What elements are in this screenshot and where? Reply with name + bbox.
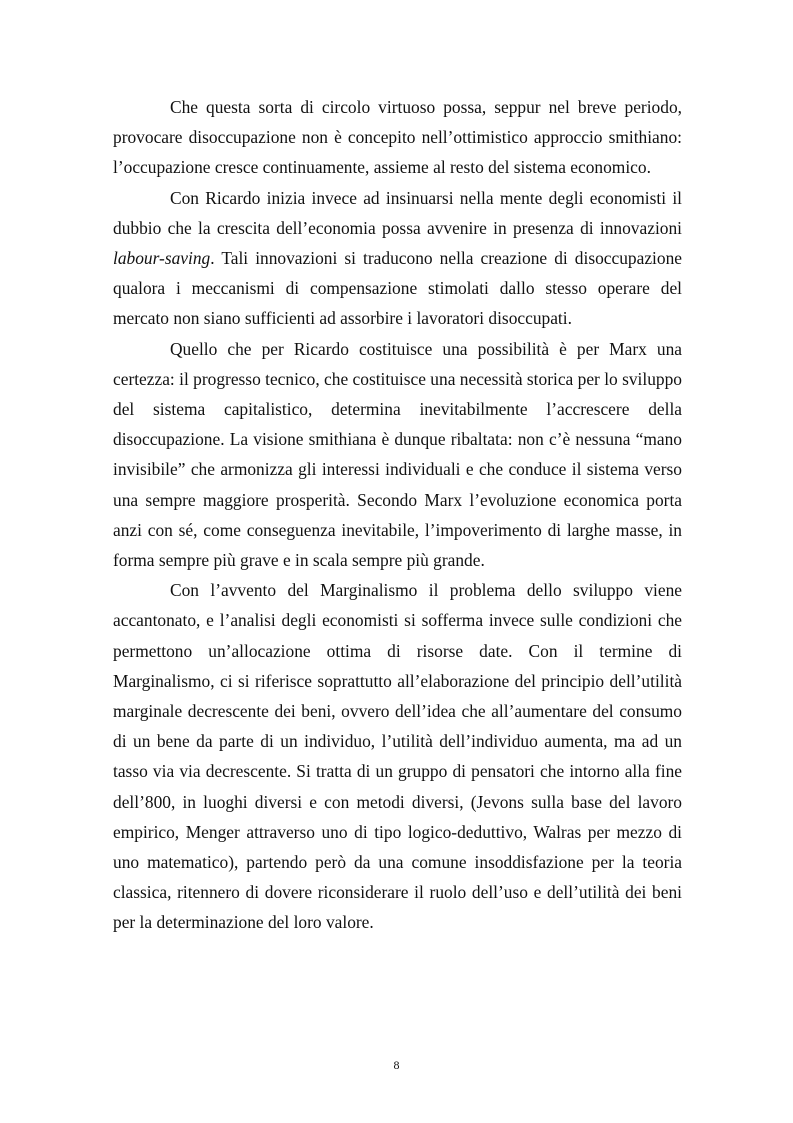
paragraph-marx: Quello che per Ricardo costituisce una possibilità è per Marx una certezza: il progresso tecnico, che costituisce una necessità storica per lo sviluppo del sistema capitalistico, determina inevitabilmente l’accrescere della disoccupazione. La visione smithiana è dunque ribaltata: non c’è nessuna “mano invisibile” che armonizza gli interessi individuali e che conduce il sistema verso una sempre maggiore prosperità. Secondo Marx l’evoluzione economica porta anzi con sé, come conseguenza inevitabile, l’impoverimento di larghe masse, in forma sempre più grave e in scala sempre più grande. <box>113 338 682 571</box>
paragraph-ricardo-end: . Tali innovazioni si traducono nella creazione di disoccupazione qualora i meccanismi di compensazione stimolati dallo stesso operare del mercato non siano sufficienti ad assorbire i lavoratori disoccupati. <box>113 248 682 329</box>
paragraph-ricardo-start: Con Ricardo inizia invece ad insinuarsi nella mente degli economisti il dubbio che la crescita dell’economia possa avvenire in presenza di innovazioni <box>113 187 682 238</box>
paragraph-smith: Che questa sorta di circolo virtuoso possa, seppur nel breve periodo, provocare disoccupazione non è concepito nell’ottimistico approccio smithiano: l’occupazione cresce continuamente, assieme al resto del sistema economico. <box>113 97 682 178</box>
body-text <box>113 92 682 938</box>
paragraph-ricardo <box>113 183 682 334</box>
paragraph-marginalismo: Con l’avvento del Marginalismo il problema dello sviluppo viene accantonato, e l’analisi degli economisti si sofferma invece sulle condizioni che permettono un’allocazione ottima di risorse date. Con il termine di Marginalismo, ci si riferisce soprattutto all’elaborazione del principio dell’utilità marginale decrescente dei beni, ovvero dell’idea che all’aumentare del consumo di un bene da parte di un individuo, l’utilità dell’individuo aumenta, ma ad un tasso via via decrescente. Si tratta di un gruppo di pensatori che intorno alla fine dell’800, in luoghi diversi e con metodi diversi, (Jevons sulla base del lavoro empirico, Menger attraverso uno di tipo logico-deduttivo, Walras per mezzo di uno matematico), partendo però da una comune insoddisfazione per la teoria classica, ritennero di dovere riconsiderare il ruolo dell’uso e dell’utilità dei beni per la determinazione del loro valore. <box>113 580 682 933</box>
page-number: 8 <box>393 1058 400 1072</box>
italic-term-labour-saving: labour-saving <box>113 248 211 269</box>
